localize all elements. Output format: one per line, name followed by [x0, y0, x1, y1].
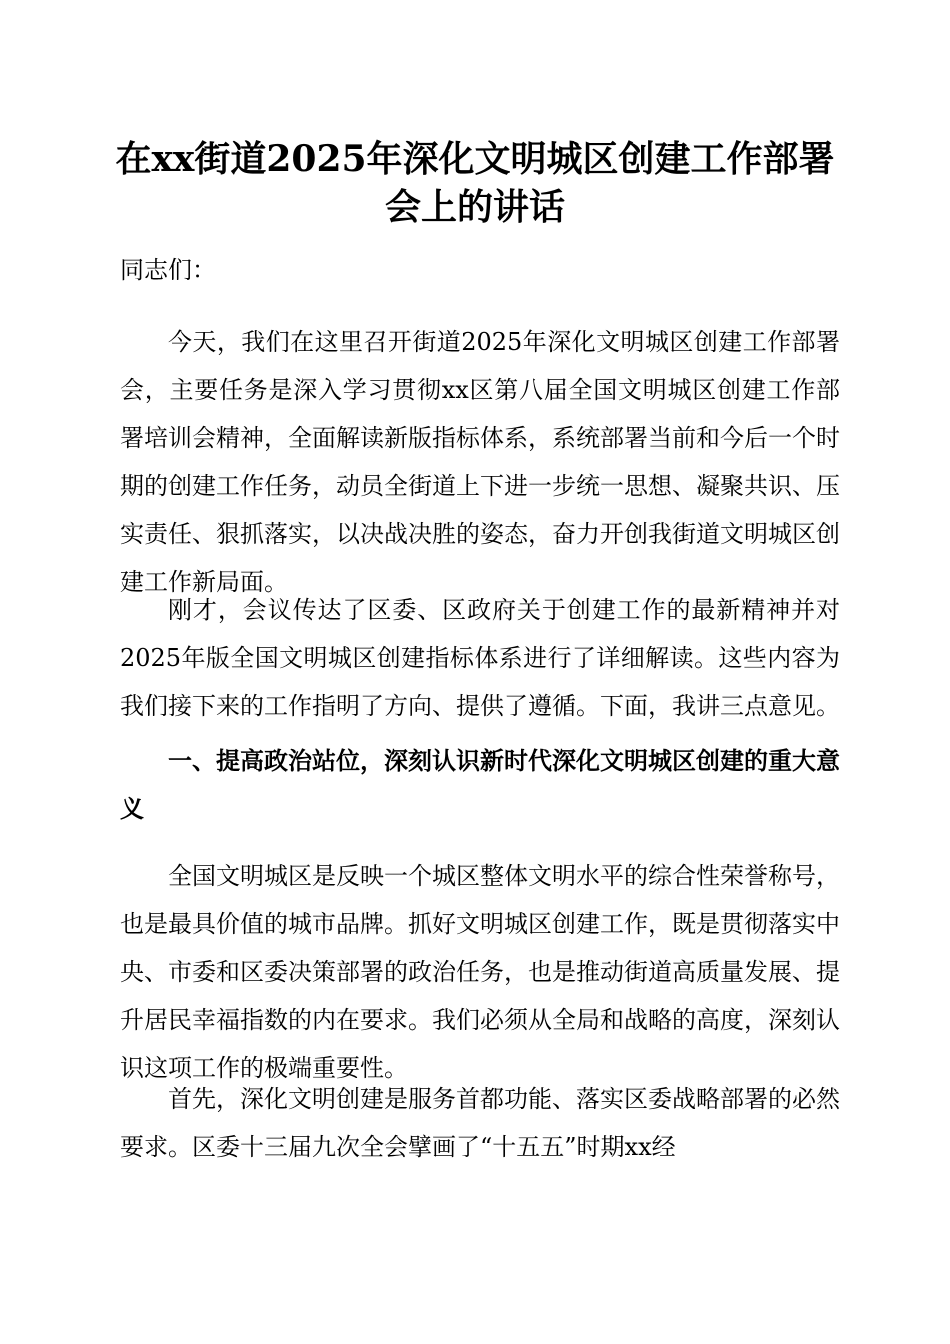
paragraph-section-2: 首先，深化文明创建是服务首都功能、落实区委战略部署的必然要求。区委十三届九次全会擘画了“十五五”时期xx经: [120, 1085, 840, 1161]
section-heading-1: 一、提高政治站位，深刻认识新时代深化文明城区创建的重大意义: [120, 747, 840, 823]
paragraph-section-1: 全国文明城区是反映一个城区整体文明水平的综合性荣誉称号，也是最具价值的城市品牌。抓好文明城区创建工作，既是贯彻落实中央、市委和区委决策部署的政治任务，也是推动街道高质量发展、提升居民幸福指数的内在要求。我们必须从全局和战略的高度，深刻认识这项工作的极端重要性。: [120, 862, 840, 1082]
paragraph-summary: 刚才，会议传达了区委、区政府关于创建工作的最新精神并对2025年版全国文明城区创建指标体系进行了详细解读。这些内容为我们接下来的工作指明了方向、提供了遵循。下面，我讲三点意见。: [120, 596, 840, 720]
paragraph-opening: 今天，我们在这里召开街道2025年深化文明城区创建工作部署会，主要任务是深入学习贯彻xx区第八届全国文明城区创建工作部署培训会精神，全面解读新版指标体系，系统部署当前和今后一个时期的创建工作任务，动员全街道上下进一步统一思想、凝聚共识、压实责任、狠抓落实，以决战决胜的姿态，奋力开创我街道文明城区创建工作新局面。: [120, 328, 840, 596]
document-title-line-2: 会上的讲话: [384, 186, 565, 228]
salutation: 同志们：: [120, 256, 216, 284]
document-title-line-1: 在xx街道2025年深化文明城区创建工作部署: [115, 138, 835, 180]
